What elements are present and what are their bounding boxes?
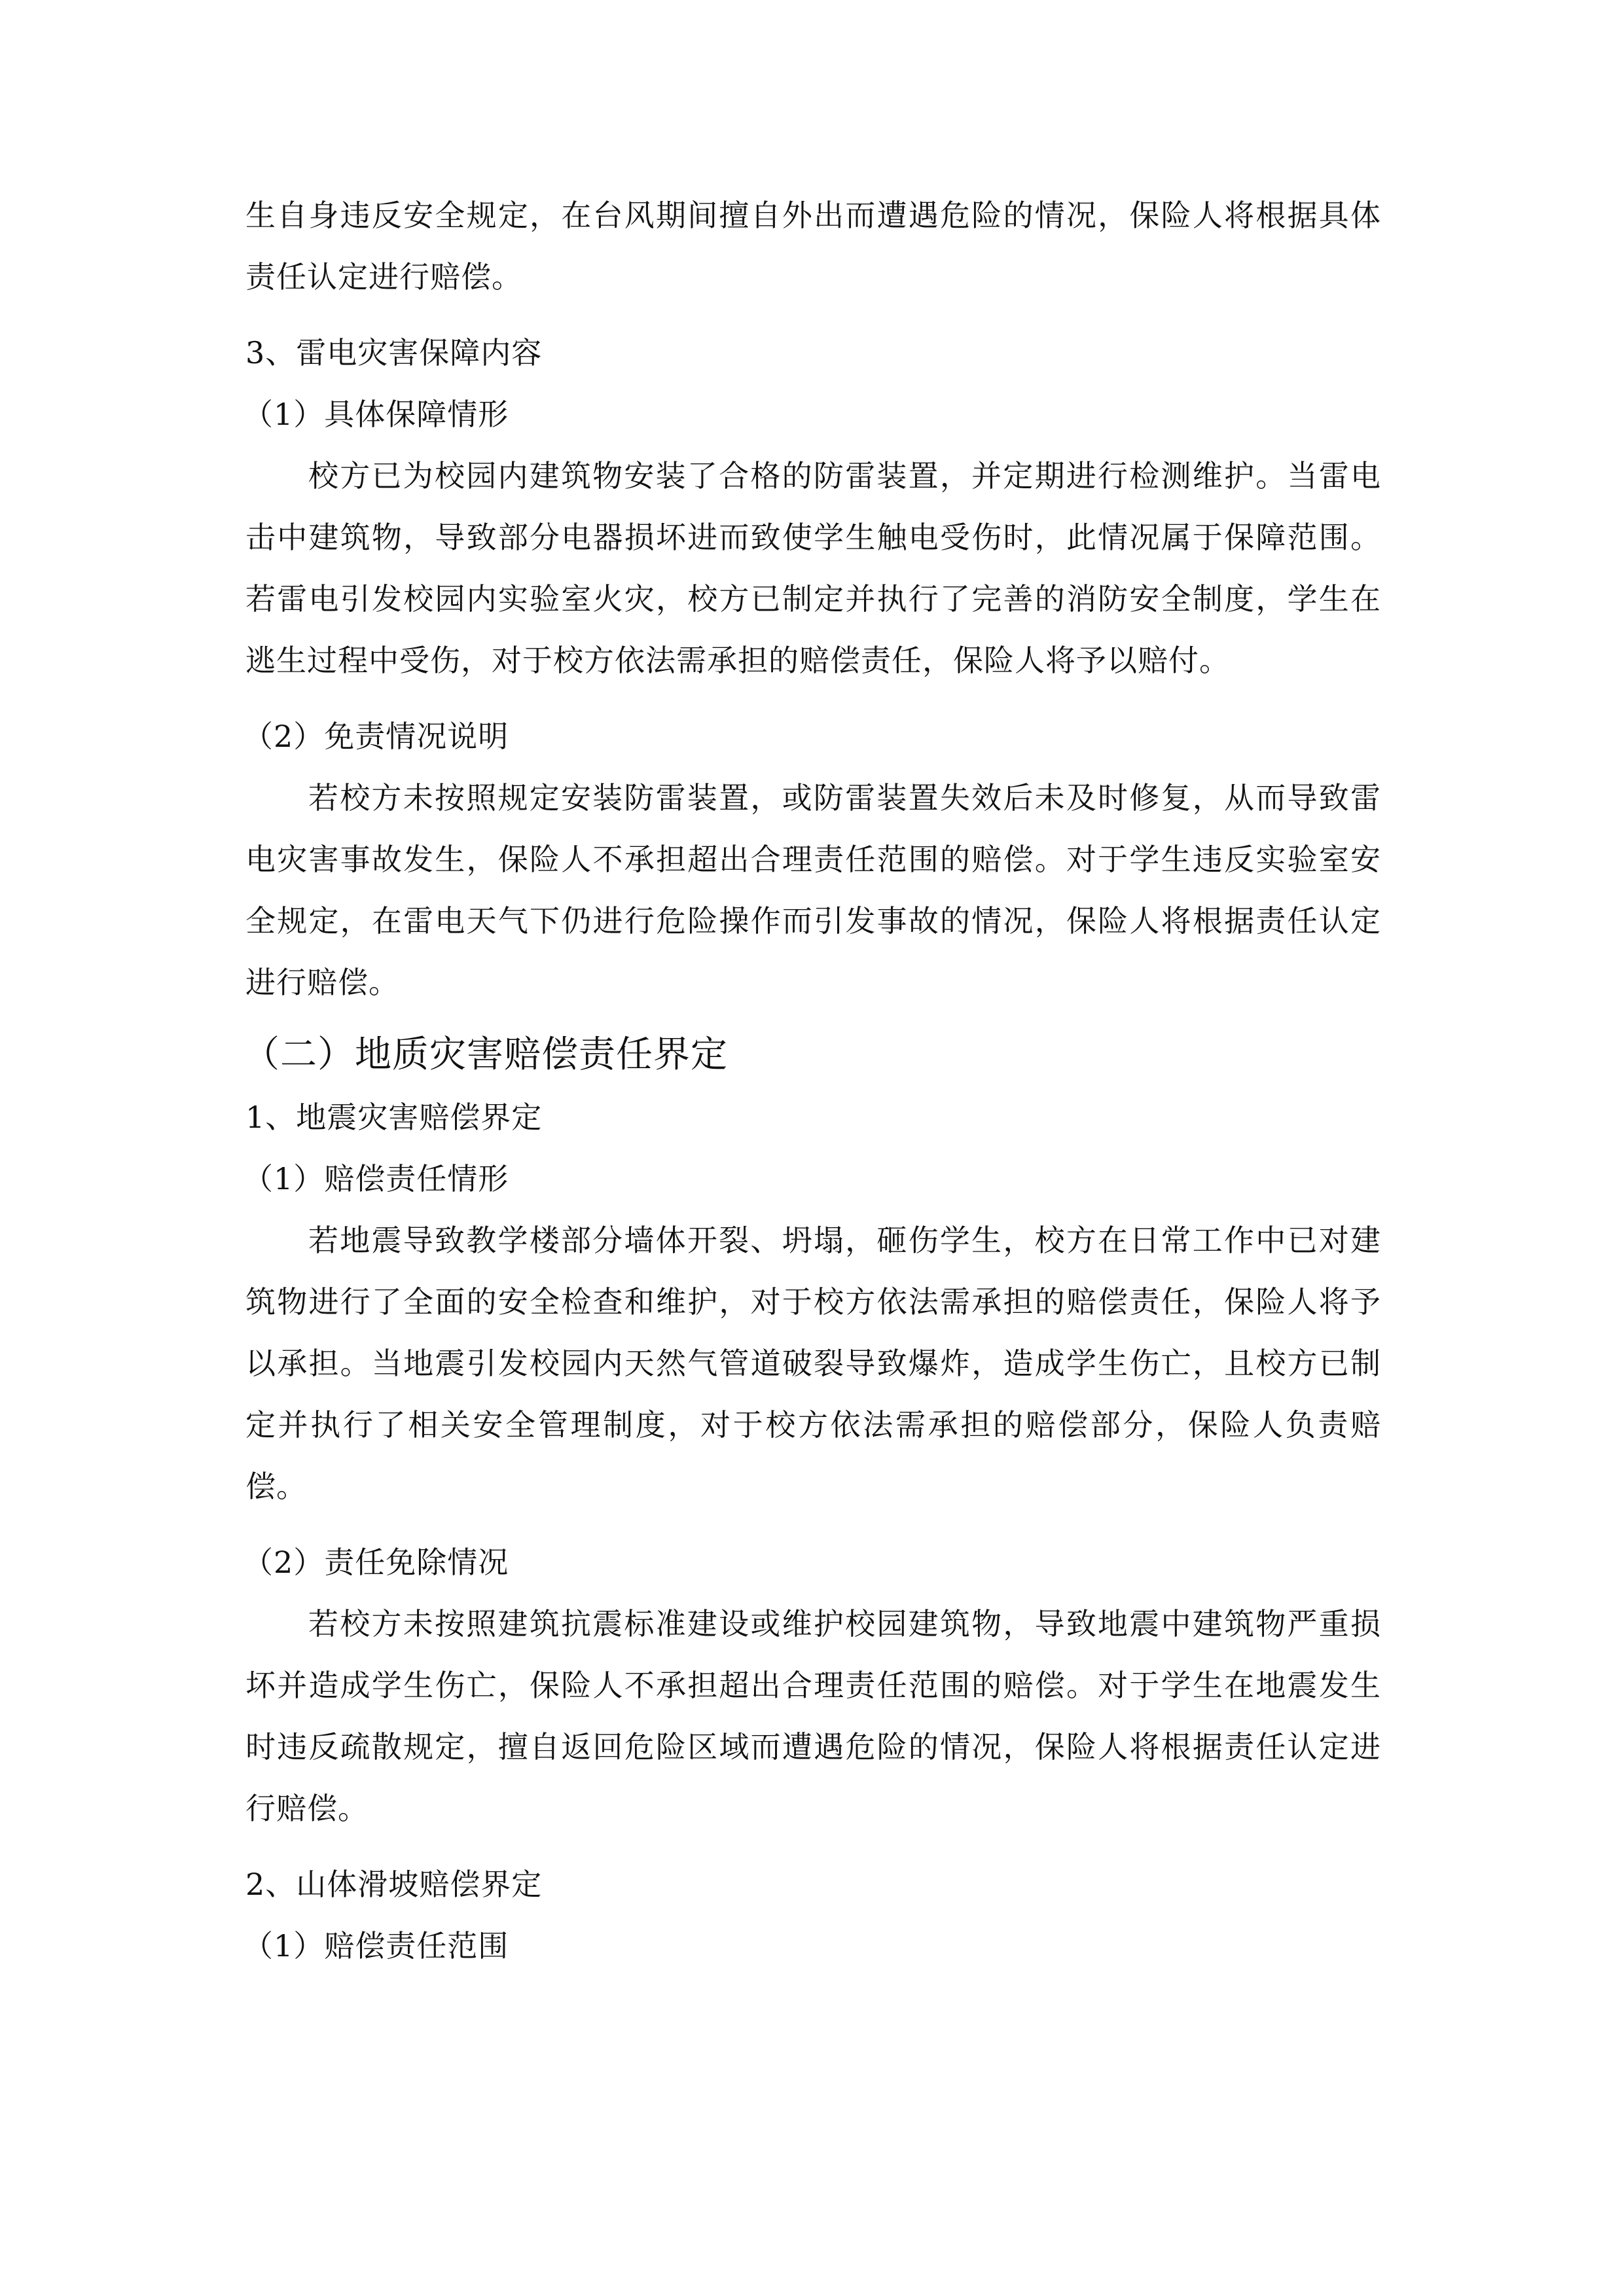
section-item-lightning: 3、雷电灾害保障内容	[245, 335, 543, 370]
paragraph-earthquake-exemption: 若校方未按照建筑抗震标准建设或维护校园建筑物，导致地震中建筑物严重损坏并造成学生伤亡，保险人不承担超出合理责任范围的赔偿。对于学生在地震发生时违反疏散规定，擅自返回危险区域而遭遇危险的情况，保险人将根据责任认定进行赔偿。	[245, 1606, 1381, 1826]
subsection-landslide-scope: （1）赔偿责任范围	[243, 1928, 509, 1964]
document-body	[245, 185, 1381, 1977]
subsection-lightning-exemption: （2）免责情况说明	[243, 719, 509, 754]
section-item-landslide: 2、山体滑坡赔偿界定	[245, 1867, 543, 1902]
subsection-earthquake-exemption: （2）责任免除情况	[243, 1545, 509, 1580]
paragraph-typhoon-exemption-end: 生自身违反安全规定，在台风期间擅自外出而遭遇危险的情况，保险人将根据具体责任认定进行赔偿。	[245, 198, 1381, 295]
subsection-earthquake-liability: （1）赔偿责任情形	[243, 1161, 509, 1196]
paragraph-lightning-coverage: 校方已为校园内建筑物安装了合格的防雷装置，并定期进行检测维护。当雷电击中建筑物，导致部分电器损坏进而致使学生触电受伤时，此情况属于保障范围。若雷电引发校园内实验室火灾，校方已制定并执行了完善的消防安全制度，学生在逃生过程中受伤，对于校方依法需承担的赔偿责任，保险人将予以赔付。	[245, 458, 1381, 678]
paragraph-earthquake-liability: 若地震导致教学楼部分墙体开裂、坍塌，砸伤学生，校方在日常工作中已对建筑物进行了全面的安全检查和维护，对于校方依法需承担的赔偿责任，保险人将予以承担。当地震引发校园内天然气管道破裂导致爆炸，造成学生伤亡，且校方已制定并执行了相关安全管理制度，对于校方依法需承担的赔偿部分，保险人负责赔偿。	[245, 1223, 1381, 1504]
section-item-earthquake: 1、地震灾害赔偿界定	[245, 1100, 543, 1135]
paragraph-lightning-exemption: 若校方未按照规定安装防雷装置，或防雷装置失效后未及时修复，从而导致雷电灾害事故发生，保险人不承担超出合理责任范围的赔偿。对于学生违反实验室安全规定，在雷电天气下仍进行危险操作而引发事故的情况，保险人将根据责任认定进行赔偿。	[245, 780, 1381, 1000]
heading-geological-disaster: （二）地质灾害赔偿责任界定	[243, 1033, 728, 1076]
subsection-lightning-coverage: （1）具体保障情形	[243, 397, 509, 432]
